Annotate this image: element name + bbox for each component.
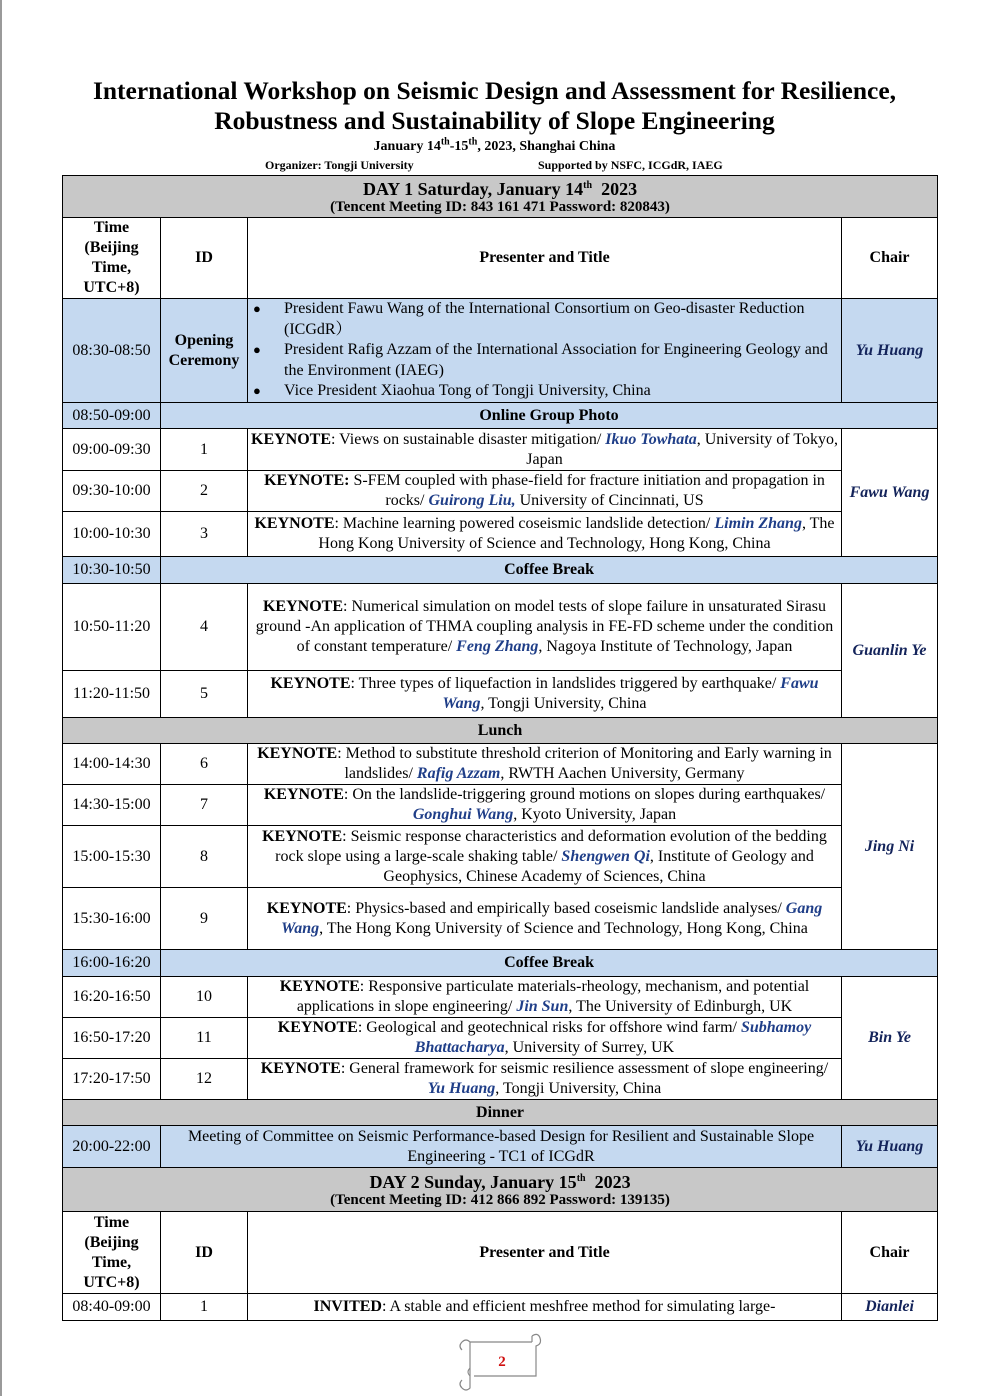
presenter-name: Gang Wang [281,899,823,937]
coffee-break-row: 10:30-10:50 Coffee Break [63,557,938,584]
list-item: ● President Fawu Wang of the International Consortium on Geo-disaster Reduction (ICGdR） [251,299,838,340]
presenter-name: Rafig Azzam [416,765,501,782]
chair-name: Guanlin Ye [842,584,938,718]
opening-ceremony-row: 08:30-08:50 Opening Ceremony ● President Fawu Wang of the International Consortium on Geo-disaster Reduction (ICGdR） ● President Rafig Azzam of the International Association for Engineering Geology and the Environment (IAEG) ● Vice President Xiaohua Tong of Tongji University, China Yu Huang [63,299,938,403]
doc-title-line1: International Workshop on Seismic Design and Assessment for Resilience, [92,76,897,105]
col-time: Time (Beijing Time, UTC+8) [63,1212,161,1294]
day1-column-headers [63,218,938,299]
chair-name: Bin Ye [842,977,938,1100]
col-presenter: Presenter and Title [248,218,842,299]
table-row: 10:50-11:20 4 KEYNOTE: Numerical simulation on model tests of slope failure in unsaturated Sirasu ground -An application of THMA coupling analysis in FE-FD scheme under the condition of constant temperature/ Feng Zhang, Nagoya Institute of Technology, Japan Guanlin Ye [63,584,938,671]
day2-meeting-info: (Tencent Meeting ID: 412 866 892 Password: 139135) [330,1191,670,1208]
presenter-name: Jin Sun [516,998,569,1015]
coffee-break-row: 16:00-16:20 Coffee Break [63,950,938,977]
table-row: 15:30-16:00 9 KEYNOTE: Physics-based and empirically based coseismic landslide analyses/ Gang Wang, The Hong Kong University of Science and Technology, Hong Kong, China [63,888,938,950]
presenter-name: Feng Zhang [456,638,539,655]
list-item: ● President Rafig Azzam of the International Association for Engineering Geology and the Environment (IAEG) [251,340,838,381]
day1-header: DAY 1 Saturday, January 14th 2023 (Tencent Meeting ID: 843 161 471 Password: 820843) [63,176,938,218]
dinner-row: Dinner [63,1100,938,1126]
col-presenter: Presenter and Title [248,1212,842,1294]
day2-header: DAY 2 Sunday, January 15th 2023 (Tencent Meeting ID: 412 866 892 Password: 139135) [63,1168,938,1212]
presenter-name: Subhamoy Bhattacharya [414,1019,812,1056]
page-number: 2 [498,1354,506,1370]
presenter-name: Guirong Liu, [428,492,516,509]
lunch-row: Lunch [63,718,938,744]
doc-date-location: January 14th-15th, 2023, Shanghai China [373,136,616,154]
presenter-name: Shengwen Qi [561,847,650,865]
supporters: Supported by NSFC, ICGdR, IAEG [538,158,723,172]
organizer: Organizer: Tongji University [265,158,414,172]
table-row: 09:00-09:30 1 KEYNOTE: Views on sustainable disaster mitigation/ Ikuo Towhata, University of Tokyo, Japan Fawu Wang [63,429,938,471]
table-row: 17:20-17:50 12 KEYNOTE: General framework for seismic resilience assessment of slope engineering/ Yu Huang, Tongji University, China [63,1059,938,1100]
day1-meeting-info: (Tencent Meeting ID: 843 161 471 Password: 820843) [330,198,670,215]
presenter-name: Ikuo Towhata [605,430,697,448]
table-row: 08:40-09:00 1 INVITED: A stable and efficient meshfree method for simulating large- Dianlei [63,1294,938,1321]
chair-name: Fawu Wang [842,429,938,557]
day2-column-headers [63,1212,938,1294]
chair-name: Dianlei [842,1294,938,1321]
table-row: 11:20-11:50 5 KEYNOTE: Three types of liquefaction in landslides triggered by earthquake/ Fawu Wang, Tongji University, China [63,671,938,718]
group-photo-row: 08:50-09:00 Online Group Photo [63,403,938,429]
presenter-name: Yu Huang [427,1080,496,1097]
col-id: ID [161,1212,248,1294]
col-chair: Chair [842,218,938,299]
col-id: ID [161,218,248,299]
chair-name: Yu Huang [842,299,938,403]
presenter-name: Gonghui Wang [412,806,514,823]
table-row: 16:20-16:50 10 KEYNOTE: Responsive particulate materials-rheology, mechanism, and potential applications in slope engineering/ Jin Sun, The University of Edinburgh, UK Bin Ye [63,977,938,1018]
table-row: 15:00-15:30 8 KEYNOTE: Seismic response characteristics and deformation evolution of the bedding rock slope using a large-scale shaking table/ Shengwen Qi, Institute of Geology and Geophysics, Chinese Academy of Sciences, China [63,826,938,888]
schedule-table [62,175,938,1321]
presenter-name: Fawu Wang [442,675,819,712]
committee-meeting-row: 20:00-22:00 Meeting of Committee on Seismic Performance-based Design for Resilient and Sustainable Slope Engineering - TC1 of ICGdR Yu Huang [63,1126,938,1168]
table-row: 16:50-17:20 11 KEYNOTE: Geological and geotechnical risks for offshore wind farm/ Subhamoy Bhattacharya, University of Surrey, UK [63,1018,938,1059]
table-row: 10:00-10:30 3 KEYNOTE: Machine learning powered coseismic landslide detection/ Limin Zhang, The Hong Kong University of Science and Technology, Hong Kong, China [63,512,938,557]
table-row: 14:30-15:00 7 KEYNOTE: On the landslide-triggering ground motions on slopes during earthquakes/ Gonghui Wang, Kyoto University, Japan [63,785,938,826]
list-item: ● Vice President Xiaohua Tong of Tongji University, China [251,381,838,402]
page-left-edge [0,0,2,1396]
table-row: 09:30-10:00 2 KEYNOTE: S-FEM coupled with phase-field for fracture initiation and propagation in rocks/ Guirong Liu, University of Cincinnati, US [63,471,938,512]
doc-title-line2: Robustness and Sustainability of Slope Engineering [214,106,775,135]
opening-speakers [251,299,838,402]
col-time: Time (Beijing Time, UTC+8) [63,218,161,299]
chair-name: Yu Huang [842,1126,938,1168]
chair-name: Jing Ni [842,744,938,950]
col-chair: Chair [842,1212,938,1294]
table-row: 14:00-14:30 6 KEYNOTE: Method to substitute threshold criterion of Monitoring and Early warning in landslides/ Rafig Azzam, RWTH Aachen University, Germany Jing Ni [63,744,938,785]
presenter-name: Limin Zhang [714,515,802,532]
